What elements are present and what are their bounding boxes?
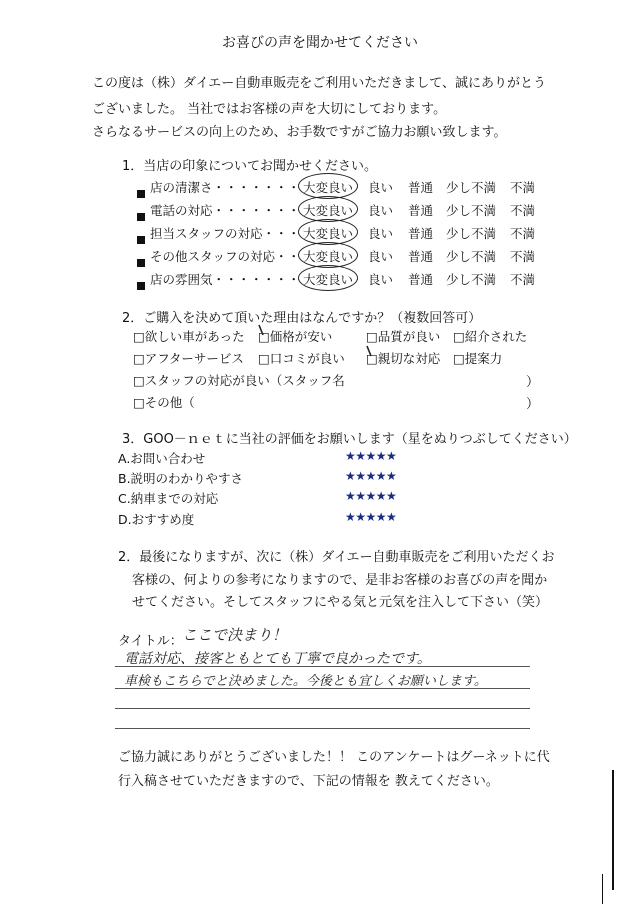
option-dissatisfied[interactable]: 不満 (510, 249, 536, 264)
section3-question: 3．GOO－ｎｅｔに当社の評価をお願いします（星をぬりつぶしてください） (122, 432, 577, 447)
star-rating[interactable]: ★★★★★ (345, 489, 397, 503)
checkbox-good-quality[interactable]: □品質が良い (366, 329, 441, 344)
option-normal[interactable]: 普通 (408, 180, 434, 195)
option-very-good[interactable]: 大変良い (303, 249, 354, 264)
option-slightly-dissatisfied[interactable]: 少し不満 (446, 203, 497, 218)
option-normal[interactable]: 普通 (408, 272, 434, 287)
option-very-good[interactable]: 大変良い (303, 272, 354, 287)
checkbox-wanted-car[interactable]: □欲しい車があった (133, 329, 245, 344)
checkbox-other[interactable]: □その他（ (133, 395, 195, 410)
star-rating[interactable]: ★★★★★ (345, 510, 397, 524)
option-very-good[interactable]: 大変良い (303, 180, 354, 195)
selection-circle (298, 265, 358, 291)
row-label: 担当スタッフの対応・・・ (150, 226, 301, 241)
option-dissatisfied[interactable]: 不満 (510, 203, 536, 218)
checkbox-staff-good[interactable]: □スタッフの対応が良い（スタッフ名 (133, 373, 345, 388)
checkbox-good-reviews[interactable]: □口コミが良い (258, 351, 345, 366)
row-label: 店の雰囲気・・・・・・・ (150, 272, 301, 287)
section4-line-2: 客様の、何よりの参考になりますので、是非お客様のお喜びの声を聞か (132, 573, 548, 588)
option-dissatisfied[interactable]: 不満 (510, 272, 536, 287)
row-bullet-icon (137, 183, 149, 202)
checkbox-low-price[interactable]: □価格が安い (258, 329, 333, 344)
comment-handwritten[interactable]: 車検もこちらでと決めました。今後とも宜しくお願いします。 (124, 674, 487, 689)
section1-question: 1．当店の印象についてお聞かせください。 (122, 159, 378, 174)
scan-edge (612, 770, 614, 890)
option-good[interactable]: 良い (368, 180, 394, 195)
option-normal[interactable]: 普通 (408, 226, 434, 241)
option-normal[interactable]: 普通 (408, 249, 434, 264)
row-label: 電話の対応・・・・・・・ (150, 203, 301, 218)
rating-label: B.説明のわかりやすさ (118, 471, 244, 486)
option-normal[interactable]: 普通 (408, 203, 434, 218)
row-bullet-icon (137, 252, 149, 271)
row-bullet-icon (137, 206, 149, 225)
rating-label: D.おすすめ度 (118, 512, 195, 527)
option-good[interactable]: 良い (368, 249, 394, 264)
option-good[interactable]: 良い (368, 203, 394, 218)
row-label: 店の清潔さ・・・・・・・ (150, 180, 301, 195)
section4-line-1: 2．最後になりますが、次に（株）ダイエー自動車販売をご利用いただくお (118, 550, 555, 565)
intro-line-3: さらなるサービスの向上のため、お手数ですがご協力お願い致します。 (92, 125, 507, 140)
option-good[interactable]: 良い (368, 226, 394, 241)
title-handwritten[interactable]: ここで決まり！ (182, 626, 288, 644)
intro-line-2: ございました。 当社ではお客様の声を大切にしております。 (92, 102, 447, 117)
row-label: その他スタッフの対応・・ (150, 249, 301, 264)
option-very-good[interactable]: 大変良い (303, 203, 354, 218)
option-dissatisfied[interactable]: 不満 (510, 226, 536, 241)
option-very-good[interactable]: 大変良い (303, 226, 354, 241)
close-paren: ） (526, 375, 540, 390)
star-rating[interactable]: ★★★★★ (345, 449, 397, 463)
option-slightly-dissatisfied[interactable]: 少し不満 (446, 226, 497, 241)
check-mark-icon (365, 343, 381, 359)
checkbox-referred[interactable]: □紹介された (453, 329, 528, 344)
checkbox-after-service[interactable]: □アフターサービス (133, 351, 244, 366)
comment-handwritten[interactable]: 電話対応、接客ともとても丁寧で良かったです。 (124, 651, 431, 667)
option-slightly-dissatisfied[interactable]: 少し不満 (446, 180, 497, 195)
check-mark-icon (257, 322, 273, 338)
rating-label: A.お問い合わせ (118, 451, 206, 466)
footer-line-1: ご協力誠にありがとうございました！！ このアンケートはグーネットに代 (118, 750, 550, 765)
close-paren: ） (526, 397, 540, 412)
star-rating[interactable]: ★★★★★ (345, 469, 397, 483)
intro-line-1: この度は（株）ダイエー自動車販売をご利用いただきまして、誠にありがとう (92, 76, 546, 91)
checkbox-proposal[interactable]: □提案力 (453, 351, 503, 366)
comment-line (115, 728, 530, 729)
row-bullet-icon (137, 275, 149, 294)
row-bullet-icon (137, 229, 149, 248)
rating-label: C.納車までの対応 (118, 491, 219, 506)
option-slightly-dissatisfied[interactable]: 少し不満 (446, 249, 497, 264)
page-title: お喜びの声を聞かせてください (222, 35, 418, 51)
title-label: タイトル： (118, 634, 183, 649)
scan-edge (602, 874, 603, 904)
footer-line-2: 行入稿させていただきますので、下記の情報を 教えてください。 (118, 774, 499, 789)
option-good[interactable]: 良い (368, 272, 394, 287)
section4-line-3: せてください。そしてスタッフにやる気と元気を注入して下さい（笑） (132, 595, 549, 610)
comment-line (115, 708, 530, 709)
section2-question: 2．ご購入を決めて頂いた理由はなんですか？（複数回答可） (122, 311, 482, 326)
option-slightly-dissatisfied[interactable]: 少し不満 (446, 272, 497, 287)
checkbox-kind-service[interactable]: □親切な対応 (366, 351, 441, 366)
option-dissatisfied[interactable]: 不満 (510, 180, 536, 195)
